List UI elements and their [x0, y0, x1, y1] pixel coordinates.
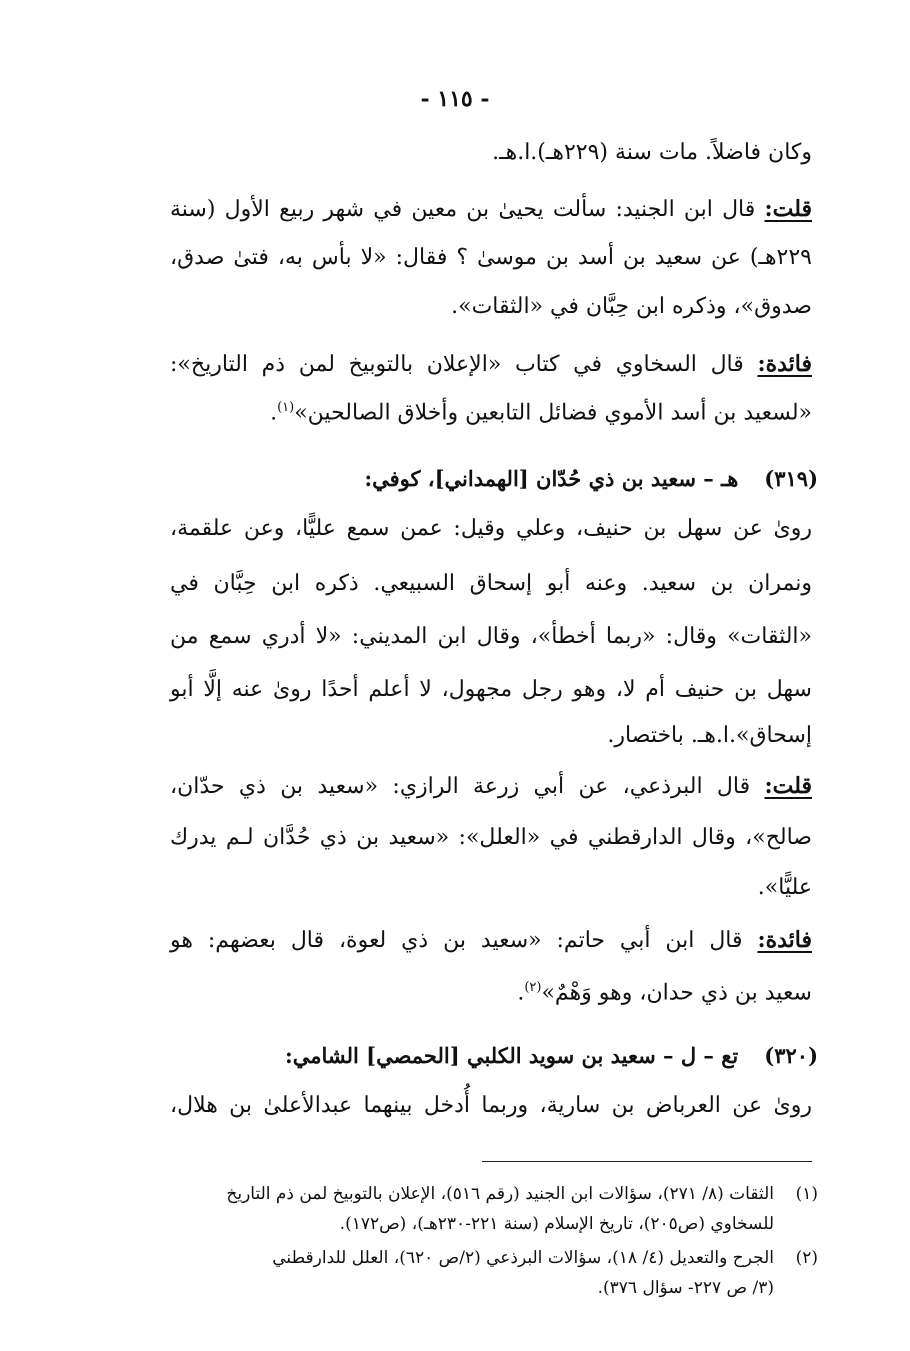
- text-line: [170, 400, 812, 425]
- footnote-ref: (١): [277, 400, 295, 415]
- text-line: روىٰ عن العرباض بن سارية، وربما أُدخل بينهما عبدالأعلىٰ بن هلال،: [170, 1093, 812, 1118]
- qultu-label: قلت:: [764, 196, 812, 222]
- text-line: روىٰ عن سهل بن حنيف، وعلي وقيل: عمن سمع عليًّا، وعن علقمة،: [170, 516, 812, 541]
- footnote-ref: (٢): [524, 980, 542, 995]
- text-line: عليًّا».: [757, 875, 812, 900]
- entry-title: هـ – سعيد بن ذي حُدّان [الهمداني]، كوفي:: [364, 466, 739, 491]
- qultu-paragraph-line: [170, 773, 812, 799]
- text-span: .: [270, 400, 278, 426]
- footnote-separator: [482, 1161, 812, 1162]
- text-span: سعيد بن ذي حدان، وهو وَهْمٌ»: [541, 980, 812, 1006]
- text-span: .: [517, 980, 525, 1006]
- text-line: صدوق»، وذكره ابن حِبَّان في «الثقات».: [451, 294, 812, 319]
- text-line: ٢٢٩هـ) عن سعيد بن أسد بن موسىٰ ؟ فقال: «لا بأس به، فتىٰ صدق،: [170, 245, 812, 270]
- faida-label: فائدة:: [757, 927, 812, 953]
- text-line: [170, 980, 812, 1005]
- faida-paragraph-line: [170, 351, 812, 377]
- faida-paragraph-line: [170, 927, 812, 953]
- footnote-line: [92, 1278, 818, 1298]
- entry-number: (٣٢٠): [764, 1043, 818, 1068]
- text-line: ونمران بن سعيد. وعنه أبو إسحاق السبيعي. ذكره ابن حِبَّان في: [170, 571, 812, 596]
- text-span: قال ابن أبي حاتم: «سعيد بن ذي لعوة، قال بعضهم: هو: [170, 928, 758, 953]
- entry-number: (٣١٩): [764, 466, 818, 491]
- page-number: - ١١٥ -: [420, 86, 490, 112]
- text-line: «الثقات» وقال: «ربما أخطأ»، وقال ابن المديني: «لا أدري سمع من: [170, 624, 812, 649]
- footnote-text: للسخاوي (ص٢٠٥)، تاريخ الإسلام (سنة ٢٢١-٢٣٠هـ)، (ص١٧٢).: [339, 1214, 774, 1234]
- footnote-number: (١): [795, 1184, 818, 1204]
- footnote-line: [92, 1214, 818, 1234]
- text-span: قال السخاوي في كتاب «الإعلان بالتوبيخ لمن ذم التاريخ»:: [170, 352, 758, 377]
- footnote-line: [92, 1184, 818, 1204]
- text-line: صالح»، وقال الدارقطني في «العلل»: «سعيد بن ذي حُدَّان لـم يدرك: [170, 825, 812, 850]
- text-line: إسحاق».ا.هـ. باختصار.: [607, 723, 812, 748]
- entry-heading: [200, 1043, 818, 1068]
- entry-title: تع – ل – سعيد بن سويد الكلبي [الحمصي] الشامي:: [284, 1043, 739, 1068]
- text-line: سهل بن حنيف أم لا، وهو رجل مجهول، لا أعلم أحدًا روىٰ عنه إلَّا أبو: [170, 677, 812, 702]
- footnote-text: الثقات (٨/ ٢٧١)، سؤالات ابن الجنيد (رقم ٥١٦)، الإعلان بالتوبيخ لمن ذم التاريخ: [226, 1184, 774, 1204]
- text-span: قال ابن الجنيد: سألت يحيىٰ بن معين في شهر ربيع الأول (سنة: [170, 197, 765, 222]
- footnote-text: (٣/ ص ٢٢٧- سؤال ٣٧٦).: [597, 1278, 774, 1298]
- footnote-number: (٢): [795, 1248, 818, 1268]
- footnote-line: [92, 1248, 818, 1268]
- footnote-text: الجرح والتعديل (٤/ ١٨)، سؤالات البرذعي (٢/ص ٦٢٠)، العلل للدارقطني: [272, 1248, 774, 1268]
- text-line: وكان فاضلاً. مات سنة (٢٢٩هـ).ا.هـ.: [492, 140, 812, 165]
- text-span: قال البرذعي، عن أبي زرعة الرازي: «سعيد بن ذي حدّان،: [170, 774, 765, 799]
- text-span: «لسعيد بن أسد الأموي فضائل التابعين وأخلاق الصالحين»: [294, 400, 812, 426]
- entry-heading: [200, 466, 818, 491]
- qultu-label: قلت:: [764, 773, 812, 799]
- qultu-paragraph-line: [170, 196, 812, 222]
- faida-label: فائدة:: [757, 351, 812, 377]
